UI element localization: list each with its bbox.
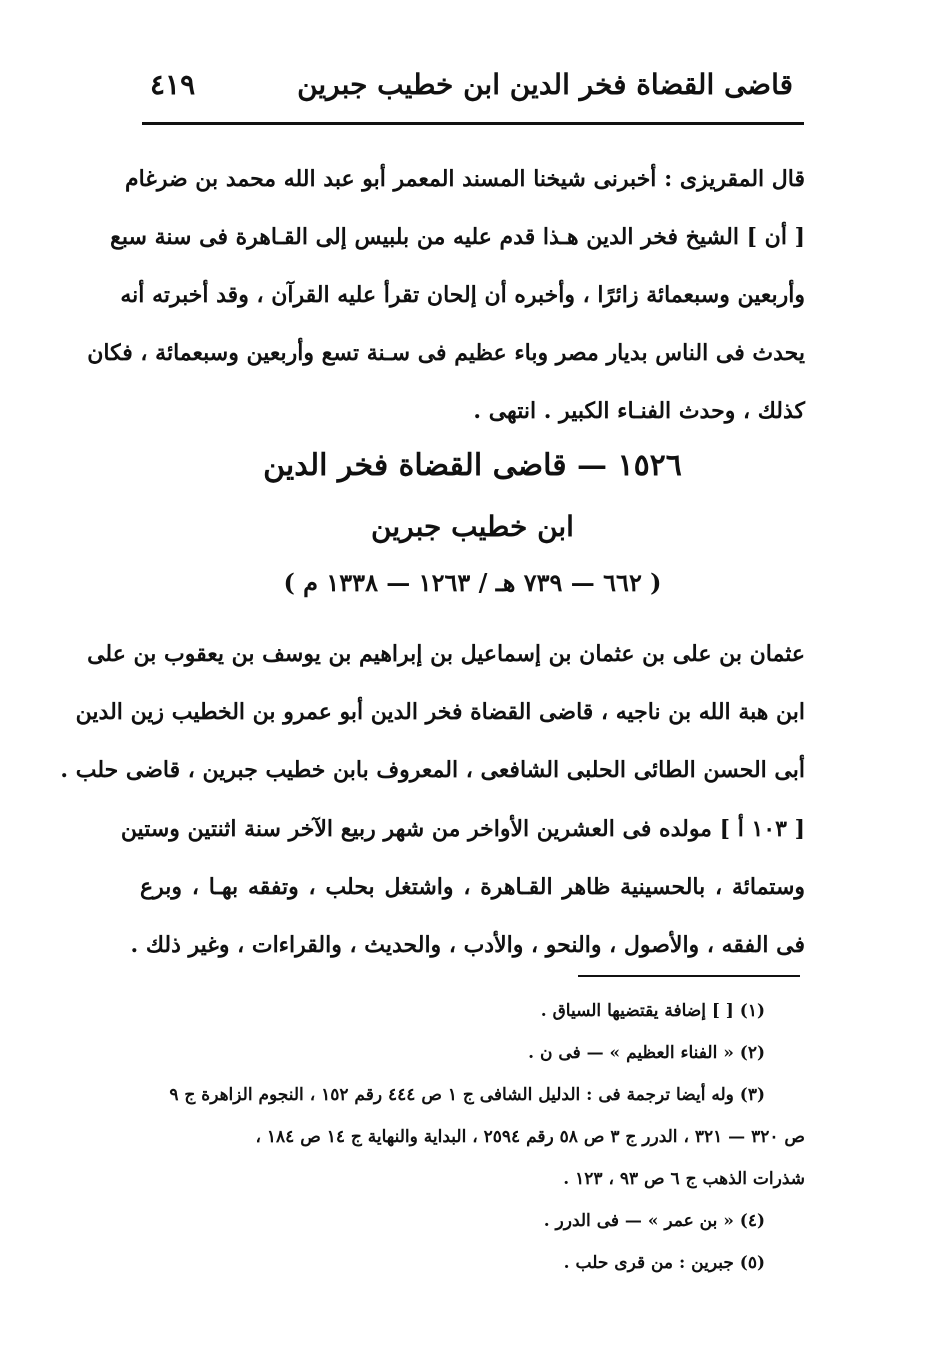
bio-paragraph bbox=[60, 625, 805, 799]
text-line: قال المقريزى : أخبرنى شيخنا المسند المعمر أبو عبد الله محمد بن ضرغام bbox=[124, 166, 805, 192]
text-line: يحدث فى الناس بديار مصر وباء عظيم فى سـنة تسع وأربعين وسبعمائة ، فكان bbox=[87, 340, 805, 366]
footnote: (٢) « الفناء العظيم » — فى ن . bbox=[528, 1043, 765, 1063]
footnote-continuation: ص ٣٢٠ — ٣٢١ ، الدرر ج ٣ ص ٥٨ رقم ٢٥٩٤ ، البداية والنهاية ج ١٤ ص ١٨٤ ، bbox=[255, 1127, 805, 1147]
running-header bbox=[140, 60, 805, 120]
text-line: ابن هبة الله بن ناجيه ، قاضى القضاة فخر الدين أبو عمرو بن الخطيب زين الدين bbox=[75, 699, 805, 725]
intro-paragraph bbox=[87, 150, 805, 440]
text-line: كذلك ، وحدث الفنـاء الكبير . انتهى . bbox=[473, 398, 805, 424]
entry-heading: ١٥٢٦ — قاضى القضاة فخر الدين bbox=[263, 448, 682, 483]
text-line: أبى الحسن الطائى الحلبى الشافعى ، المعروف بابن خطيب جبرين ، قاضى حلب . bbox=[60, 757, 805, 783]
text-line: وأربعين وسبعمائة زائرًا ، وأخبره أن إلحان تقرأ عليه القرآن ، وقد أخبرته أنه bbox=[120, 282, 805, 308]
entry-subheading: ابن خطيب جبرين bbox=[371, 510, 574, 543]
text-line: فى الفقه ، والأصول ، والنحو ، والأدب ، والحديث ، والقراءات ، وغير ذلك . bbox=[130, 932, 805, 958]
entry-dates: ( ٦٦٢ — ٧٣٩ هـ / ١٢٦٣ — ١٣٣٨ م ) bbox=[283, 568, 662, 597]
running-header-title: قاضى القضاة فخر الدين ابن خطيب جبرين bbox=[297, 68, 793, 101]
text-line: [ أن ] الشيخ فخر الدين هـذا قدم عليه من بلبيس إلى القـاهرة فى سنة سبع bbox=[110, 224, 805, 250]
footnote: (٤) « بن عمر » — فى الدرر . bbox=[543, 1211, 765, 1231]
text-line: وستمائة ، بالحسينية ظاهر القـاهرة ، واشتغل بحلب ، وتفقه بهـا ، وبرع bbox=[140, 874, 805, 900]
footnote-rule bbox=[578, 975, 800, 977]
header-rule bbox=[142, 122, 804, 125]
page-number: ٤١٩ bbox=[150, 68, 196, 101]
footnote: (١) [ ] إضافة يقتضيها السياق . bbox=[540, 1001, 765, 1021]
footnote: (٣) وله أيضا ترجمة فى : الدليل الشافى ج ١ ص ٤٤٤ رقم ١٥٢ ، النجوم الزاهرة ج ٩ bbox=[169, 1085, 765, 1105]
text-line: [ ١٠٣ أ ] مولده فى العشرين الأواخر من شهر ربيع الآخر سنة اثنتين وستين bbox=[120, 816, 805, 842]
footnote: (٥) جبرين : من قرى حلب . bbox=[563, 1253, 765, 1273]
birth-paragraph bbox=[120, 800, 805, 974]
text-line: عثمان بن على بن عثمان بن إسماعيل بن إبراهيم بن يوسف بن يعقوب بن على bbox=[87, 641, 805, 667]
footnotes bbox=[140, 990, 805, 1284]
footnote-continuation: شذرات الذهب ج ٦ ص ٩٣ ، ١٢٣ . bbox=[563, 1169, 805, 1189]
